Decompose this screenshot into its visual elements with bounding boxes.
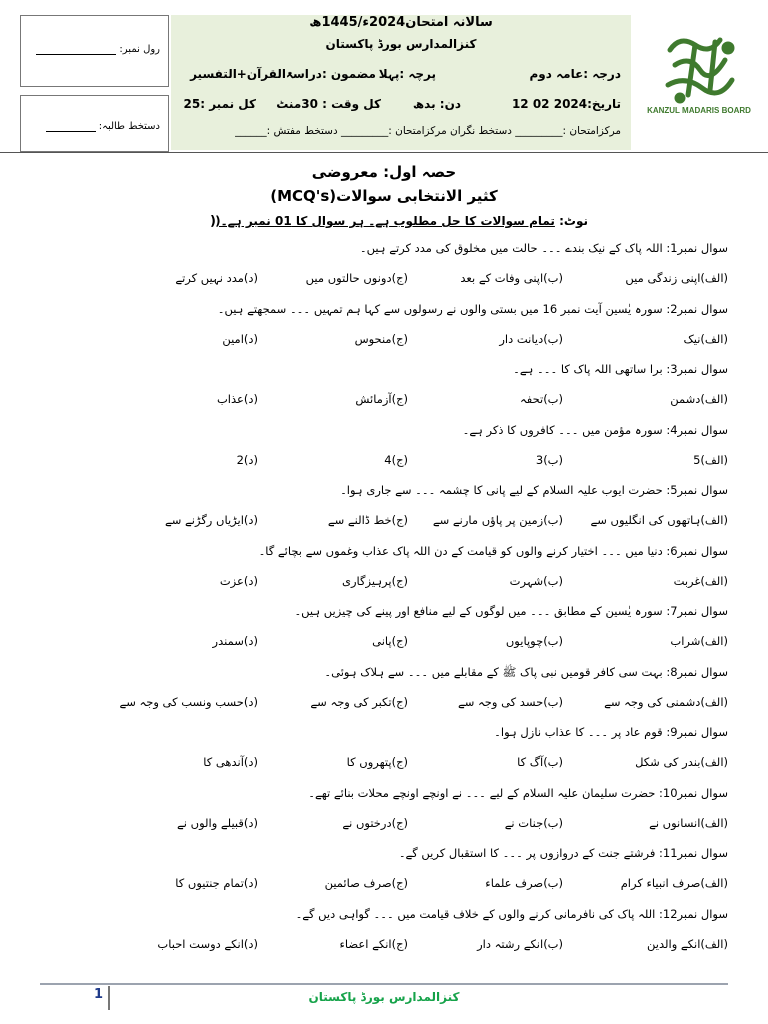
- footer-divider: [40, 983, 728, 985]
- option-d: (د)حسب ونسب کی وجہ سے: [119, 694, 258, 709]
- question-text: سوال نمبر4: سورہ مؤمن میں ۔۔۔ کافروں کا ذکر ہے۔: [462, 422, 728, 437]
- note-label: نوٹ:: [559, 214, 588, 228]
- student-signature-label: دستخط طالبہ:: [98, 121, 160, 132]
- header-divider: [0, 152, 768, 153]
- date-label: تاریخ:2024 02 12: [511, 97, 621, 111]
- option-d: (د)آندھی کا: [203, 755, 258, 769]
- option-d: (د)عزت: [219, 573, 258, 588]
- logo-text: KANZUL MADARIS BOARD: [647, 106, 751, 115]
- option-a: (الف)غربت: [673, 573, 728, 588]
- option-d: (د)قبیلے والوں نے: [177, 815, 258, 830]
- option-c: (ج)دونوں حالتوں میں: [305, 271, 408, 285]
- day-label: دن: بدھ: [412, 97, 461, 111]
- question-text: سوال نمبر11: فرشتے جنت کے دروازوں پر ۔۔۔ کا استقبال کریں گے۔: [398, 846, 728, 860]
- option-a: (الف)دشمن: [670, 392, 728, 406]
- question-text: سوال نمبر3: برا ساتھی اللہ پاک کا ۔۔۔ ہے۔: [513, 362, 728, 376]
- question-text: سوال نمبر5: حضرت ایوب علیہ السلام کے لیے پانی کا چشمہ ۔۔۔ سے جاری ہوا۔: [340, 483, 728, 497]
- option-a: (الف)نیک: [683, 331, 728, 346]
- student-signature-box: [20, 95, 169, 152]
- section-title: حصہ اول: معروضی: [311, 163, 457, 181]
- option-b: (ب)چوپایوں: [505, 634, 563, 648]
- option-b: (ب)جنات نے: [504, 815, 563, 830]
- option-a: (الف)انسانوں نے: [649, 815, 728, 830]
- note-text: تمام سوالات کا حل مطلوب ہے۔ ہر سوال کا 01 نمبر ہے۔(: [215, 214, 555, 228]
- question-text: سوال نمبر9: قوم عاد پر ۔۔۔ کا عذاب نازل ہوا۔: [494, 725, 728, 739]
- question-text: سوال نمبر6: دنیا میں ۔۔۔ اختیار کرنے والوں کو قیامت کے دن اللہ پاک عذاب وغموں سے بچائے گا۔: [258, 543, 728, 558]
- section-subtitle: کثیر الانتخابی سوالات(MCQ's): [270, 187, 498, 205]
- option-c: (ج)پرہیزگاری: [341, 573, 408, 588]
- option-c: (ج)پتھروں کا: [346, 755, 408, 769]
- option-d: (د)ایڑیاں رگڑنے سے: [165, 513, 258, 527]
- exam-title: سالانہ امتحان2024ء/1445ھ: [309, 15, 493, 30]
- option-b: (ب)شہرت: [509, 573, 563, 588]
- option-b: (ب)تحفہ: [520, 392, 563, 406]
- paper-label: پرچہ :پہلا: [378, 67, 436, 81]
- student-signature-field[interactable]: [46, 121, 96, 132]
- option-d: (د)2: [236, 452, 258, 467]
- option-d: (د)عذاب: [216, 392, 258, 406]
- option-b: (ب)زمین پر پاؤں مارنے سے: [432, 513, 563, 527]
- question-text: سوال نمبر10: حضرت سلیمان علیہ السلام کے لیے ۔۔۔ نے اونچے اونچے محلات بنائے تھے۔: [308, 785, 728, 800]
- board-logo: [640, 20, 758, 128]
- option-a: (الف)شراب: [670, 634, 728, 648]
- option-c: (ج)درختوں نے: [342, 815, 408, 830]
- option-c: (ج)تکبر کی وجہ سے: [310, 694, 408, 709]
- option-a: (الف)ہاتھوں کی انگلیوں سے: [590, 513, 728, 527]
- question-text: سوال نمبر1: اللہ پاک کے نیک بندے ۔۔۔ حالت میں مخلوق کی مدد کرتے ہیں۔: [359, 241, 728, 255]
- option-a: (الف)صرف انبیاء کرام: [620, 876, 728, 890]
- option-a: (الف)5: [693, 452, 728, 467]
- option-a: (الف)بندر کی شکل: [635, 755, 728, 769]
- question-text: سوال نمبر12: اللہ پاک کی نافرمانی کرنے والوں کے خلاف قیامت میں ۔۔۔ گواہی دیں گے۔: [295, 906, 728, 921]
- question-text: سوال نمبر7: سورہ یٰسین کے مطابق ۔۔۔ میں لوگوں کے لیے منافع اور پینے کی چیزیں ہیں۔: [294, 604, 728, 618]
- footer-board-name: کنزالمدارس بورڈ پاکستان: [308, 990, 460, 1004]
- option-b: (ب)انکے رشتہ دار: [477, 936, 563, 951]
- marks-label: کل نمبر :25: [183, 97, 256, 111]
- option-c: (ج)پانی: [372, 634, 408, 648]
- option-d: (د)انکے دوست احباب: [157, 936, 258, 951]
- board-name: کنزالمدارس بورڈ پاکستان: [325, 37, 477, 51]
- question-text: سوال نمبر2: سورہ یٰسین آیت نمبر 16 میں بستی والوں نے رسولوں سے کہا ہم تمہیں ۔۔۔ سمجھتے ہیں۔: [217, 301, 728, 316]
- option-c: (ج)انکے اعضاء: [339, 936, 408, 951]
- option-c: (ج)خط ڈالنے سے: [327, 513, 408, 527]
- option-a: (الف)دشمنی کی وجہ سے: [604, 694, 728, 709]
- option-a: (الف)انکے والدین: [647, 936, 728, 951]
- option-b: (ب)صرف علماء: [485, 876, 563, 890]
- exam-header: [171, 15, 631, 150]
- option-a: (الف)اپنی زندگی میں: [625, 271, 728, 285]
- roll-number-field[interactable]: [36, 44, 116, 55]
- question-text: سوال نمبر8: بہت سی کافر قومیں نبی پاک ﷺ کے مقابلے میں ۔۔۔ سے ہلاک ہوئی۔: [324, 664, 728, 679]
- option-d: (د)تمام جنتیوں کا: [175, 876, 258, 890]
- instructions-note: [215, 214, 588, 228]
- option-b: (ب)اپنی وفات کے بعد: [460, 271, 563, 285]
- option-c: (ج)4: [384, 452, 408, 467]
- option-b: (ب)3: [535, 452, 563, 467]
- option-d: (د)امین: [222, 331, 258, 346]
- option-b: (ب)دیانت دار: [499, 331, 563, 346]
- roll-number-label: رول نمبر:: [119, 44, 160, 55]
- page-number: 1: [94, 987, 104, 1002]
- subject-label: مضمون :دراسۃالقرآن+التفسیر: [190, 67, 376, 81]
- note-closing-paren: ): [210, 214, 216, 229]
- class-label: درجہ :عامہ دوم: [529, 67, 621, 81]
- time-label: کل وقت : 30منٹ: [276, 97, 381, 111]
- option-b: (ب)آگ کا: [517, 755, 563, 769]
- option-c: (ج)آزمائش: [355, 392, 408, 406]
- signatures-line: مرکزامتحان :_________ دستخط نگران مرکزامتحان :_________ دستخط مفتش :______: [235, 125, 621, 137]
- option-d: (د)سمندر: [212, 634, 258, 648]
- option-c: (ج)صرف صائمین: [324, 876, 408, 890]
- option-b: (ب)حسد کی وجہ سے: [457, 694, 563, 709]
- roll-number-box: [20, 15, 169, 87]
- option-d: (د)مدد نہیں کرتے: [175, 271, 258, 285]
- option-c: (ج)منحوس: [354, 331, 408, 346]
